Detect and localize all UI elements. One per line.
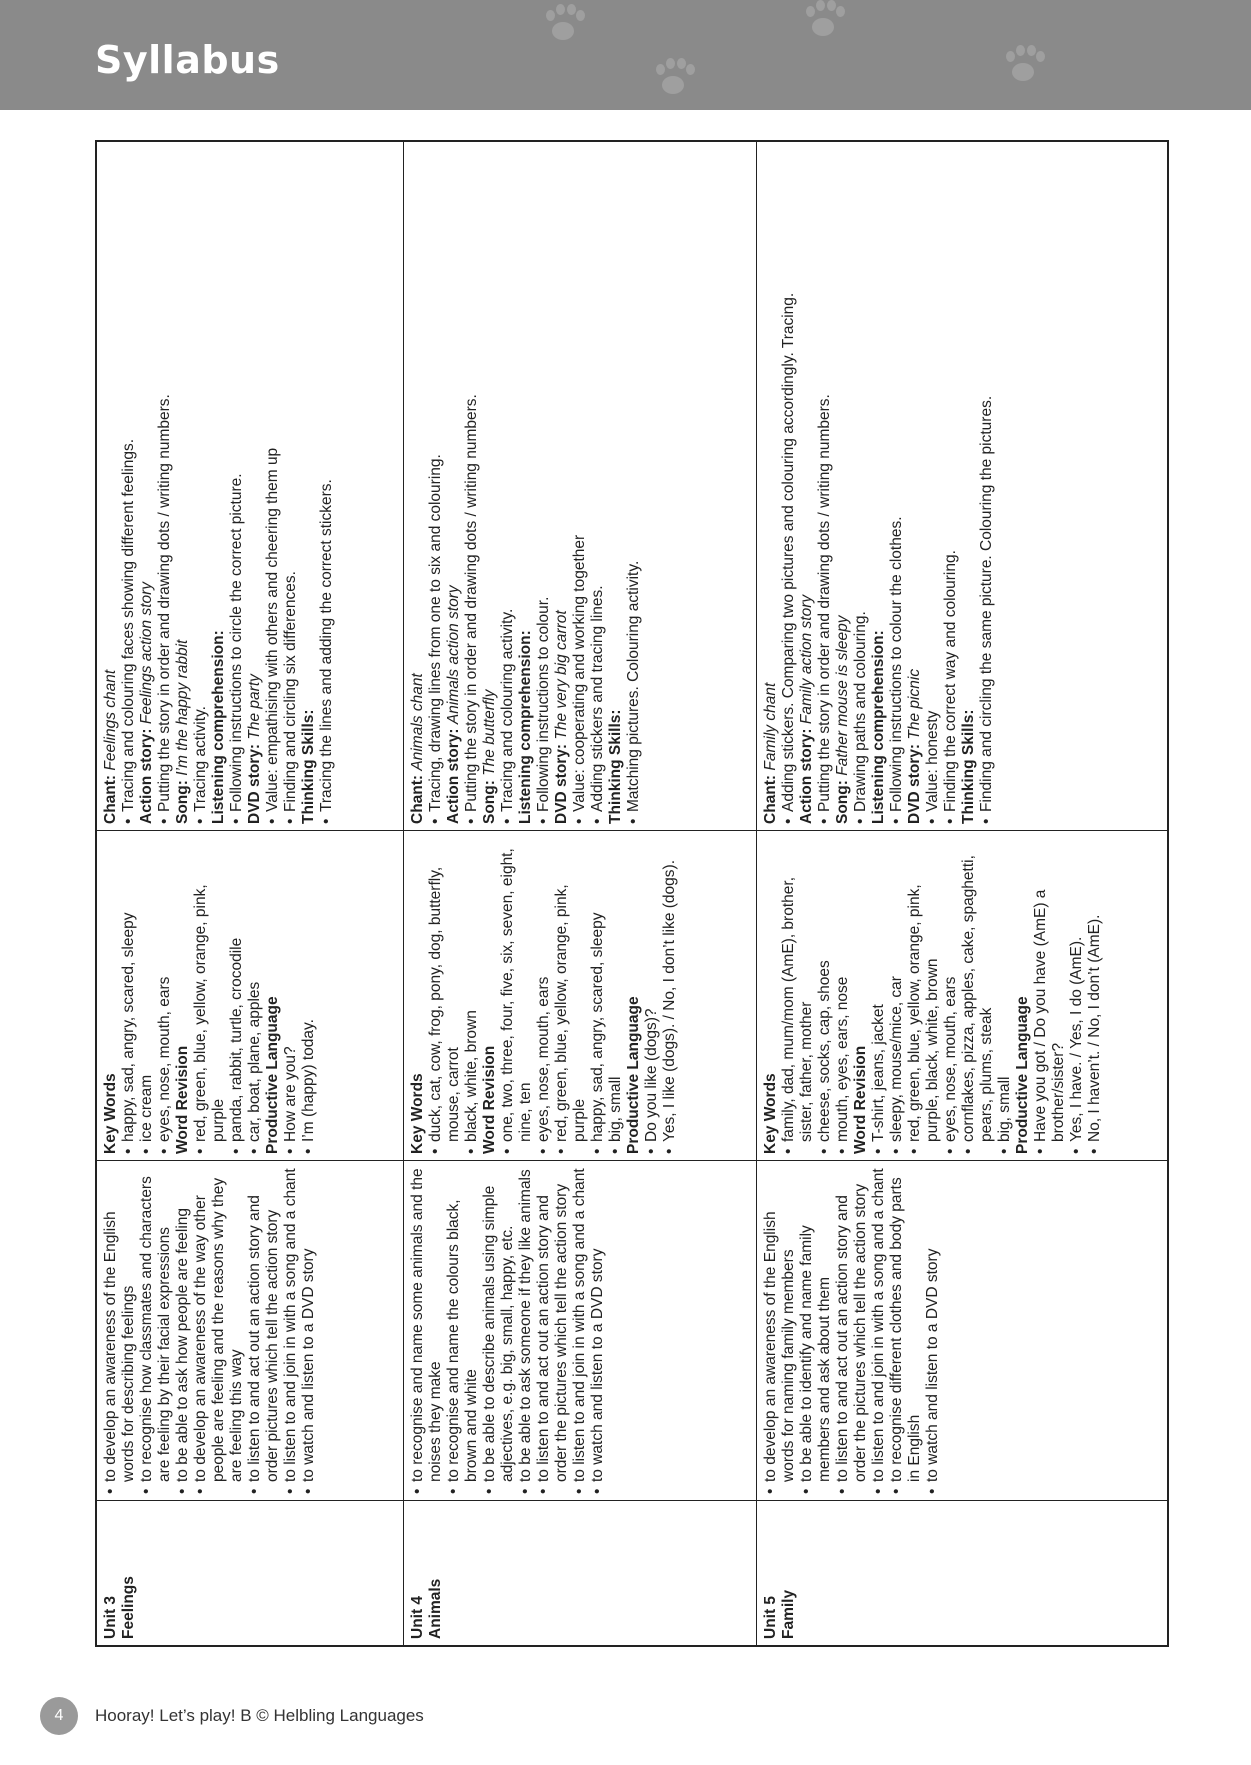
activity-item: • Following instructions to colour the clothes.	[888, 148, 906, 824]
activity-item: • Following instructions to circle the correct picture.	[228, 148, 246, 824]
activity-label: Thinking Skills:	[960, 709, 977, 824]
paw-print-icon	[1000, 45, 1046, 85]
revision-item: • red, green, blue, yellow, orange, pink, purple	[553, 837, 589, 1154]
page-header	[0, 0, 1251, 110]
objective-item: • to be able to ask how people are feeling	[174, 1167, 192, 1494]
activity-label: Listening comprehension:	[870, 630, 887, 824]
productive-item: • I’m (happy) today.	[300, 837, 318, 1154]
activity-title: The party	[246, 674, 263, 740]
productive-item: • Have you got / Do you have (AmE) a brother/sister?	[1032, 837, 1068, 1154]
activity-item: • Adding stickers and tracing lines.	[589, 148, 607, 824]
objective-item: • to be able to ask someone if they like animals	[517, 1167, 535, 1494]
productive-language-heading: Productive Language	[625, 996, 642, 1154]
language-cell	[757, 830, 1167, 1160]
objective-item: • to develop an awareness of the way other people are feeling and the reasons why they are feeling this way	[192, 1167, 246, 1494]
productive-item: • Do you like (dogs)?	[643, 837, 661, 1154]
unit-row	[404, 142, 757, 1645]
key-word-item: • eyes, nose, mouth, ears	[156, 837, 174, 1154]
activity-item: • Finding and circling the same picture. Colouring the pictures.	[978, 148, 996, 824]
activity-title: Father mouse is sleepy	[834, 615, 851, 776]
activity-item: • Finding the correct way and colouring.	[942, 148, 960, 824]
key-word-item: • happy, sad, angry, scared, sleepy	[120, 837, 138, 1154]
objective-item: • to be able to identify and name family members and ask about them	[798, 1167, 834, 1494]
activity-label: Chant:	[409, 774, 426, 824]
activity-label: Chant:	[102, 774, 119, 824]
key-word-item: • black, white, brown	[463, 837, 481, 1154]
activity-title: Family action story	[798, 594, 815, 725]
unit-number: Unit 3	[102, 1595, 119, 1639]
objectives-cell	[404, 1160, 756, 1500]
activities-cell	[757, 142, 1167, 830]
paw-print-icon	[540, 4, 586, 44]
productive-item: • How are you?	[282, 837, 300, 1154]
activity-label: Listening comprehension:	[517, 630, 534, 824]
objective-item: • to listen to and act out an action story and order the pictures which tell the action story	[535, 1167, 571, 1494]
activity-title: Feelings action story	[138, 581, 155, 725]
objective-item: • to develop an awareness of the English words for describing feelings	[102, 1167, 138, 1494]
activity-label: Action story:	[138, 728, 155, 824]
activity-item: • Putting the story in order and drawing dots / writing numbers.	[156, 148, 174, 824]
revision-item: • red, green, blue, yellow, orange, pink, purple, black, white, brown	[906, 837, 942, 1154]
page-title: Syllabus	[95, 38, 280, 82]
activities-cell	[404, 142, 756, 830]
revision-item: • sleepy, mouse/mice, car	[888, 837, 906, 1154]
objective-item: • to listen to and act out an action story and order the pictures which tell the action story	[834, 1167, 870, 1494]
unit-number: Unit 5	[762, 1595, 779, 1639]
objective-item: • to listen to and join in with a song and a chant	[870, 1167, 888, 1494]
activity-title: Feelings chant	[102, 669, 119, 771]
syllabus-table	[95, 140, 1169, 1647]
key-word-item: • ice cream	[138, 837, 156, 1154]
activity-item: • Tracing, drawing lines from one to six and colouring.	[427, 148, 445, 824]
unit-topic: Animals	[427, 1578, 444, 1639]
activity-label: Action story:	[445, 728, 462, 824]
objective-item: • to listen to and join in with a song and a chant	[282, 1167, 300, 1494]
revision-item: • T-shirt, jeans, jacket	[870, 837, 888, 1154]
activity-item: • Tracing activity.	[192, 148, 210, 824]
revision-item: • one, two, three, four, five, six, seven, eight, nine, ten	[499, 837, 535, 1154]
activity-item: • Matching pictures. Colouring activity.	[625, 148, 643, 824]
objective-item: • to recognise how classmates and characters are feeling by their facial expressions	[138, 1167, 174, 1494]
activity-label: Action story:	[798, 728, 815, 824]
objective-item: • to develop an awareness of the English words for naming family members	[762, 1167, 798, 1494]
paw-print-icon	[650, 58, 696, 98]
activity-item: • Value: honesty	[924, 148, 942, 824]
unit-cell	[97, 1500, 403, 1645]
footer-text: Hooray! Let’s play! B © Helbling Languages	[95, 1706, 424, 1725]
key-words-heading: Key Words	[409, 1073, 426, 1154]
revision-item: • car, boat, plane, apples	[246, 837, 264, 1154]
key-word-item: • cheese, socks, cap, shoes	[816, 837, 834, 1154]
activity-label: Thinking Skills:	[300, 709, 317, 824]
activity-item: • Tracing the lines and adding the correct stickers.	[318, 148, 336, 824]
activity-label: DVD story:	[553, 743, 570, 824]
paw-print-icon	[800, 0, 846, 40]
activity-item: • Tracing and colouring activity.	[499, 148, 517, 824]
activity-title: The very big carrot	[553, 610, 570, 740]
unit-cell	[404, 1500, 756, 1645]
activity-label: Song:	[174, 780, 191, 824]
language-cell	[404, 830, 756, 1160]
productive-language-heading: Productive Language	[264, 996, 281, 1154]
activity-label: Song:	[834, 780, 851, 824]
activity-item: • Adding stickers. Comparing two pictures and colouring accordingly. Tracing.	[780, 148, 798, 824]
objective-item: • to watch and listen to a DVD story	[300, 1167, 318, 1494]
activity-label: Song:	[481, 780, 498, 824]
objective-item: • to listen to and act out an action story and order pictures which tell the action story	[246, 1167, 282, 1494]
activity-item: • Putting the story in order and drawing dots / writing numbers.	[463, 148, 481, 824]
activity-item: • Value: empathising with others and cheering them up	[264, 148, 282, 824]
key-words-heading: Key Words	[762, 1073, 779, 1154]
revision-item: • eyes, nose, mouth, ears	[942, 837, 960, 1154]
activity-title: I’m the happy rabbit	[174, 639, 191, 776]
activity-item: • Putting the story in order and drawing dots / writing numbers.	[816, 148, 834, 824]
productive-item: • Yes, I have. / Yes, I do (AmE).	[1068, 837, 1086, 1154]
activity-label: Thinking Skills:	[607, 709, 624, 824]
page-number: 4	[40, 1697, 78, 1735]
objective-item: • to watch and listen to a DVD story	[924, 1167, 942, 1494]
activity-item: • Tracing and colouring faces showing different feelings.	[120, 148, 138, 824]
objective-item: • to be able to describe animals using simple adjectives, e.g. big, small, happy, etc.	[481, 1167, 517, 1494]
revision-item: • happy, sad, angry, scared, sleepy	[589, 837, 607, 1154]
activity-title: Family chant	[762, 682, 779, 771]
productive-item: • No, I haven’t. / No, I don’t (AmE).	[1086, 837, 1104, 1154]
activity-item: • Following instructions to colour.	[535, 148, 553, 824]
activity-item: • Value: cooperating and working together	[571, 148, 589, 824]
objective-item: • to recognise and name the colours black, brown and white	[445, 1167, 481, 1494]
objectives-cell	[757, 1160, 1167, 1500]
productive-item: • Yes, I like (dogs). / No, I don’t like (dogs).	[661, 837, 679, 1154]
unit-number: Unit 4	[409, 1595, 426, 1639]
activity-title: Animals chant	[409, 673, 426, 771]
word-revision-heading: Word Revision	[852, 1045, 869, 1154]
word-revision-heading: Word Revision	[481, 1045, 498, 1154]
unit-topic: Feelings	[120, 1576, 137, 1639]
activity-label: Listening comprehension:	[210, 630, 227, 824]
unit-cell	[757, 1500, 1167, 1645]
activity-label: Chant:	[762, 774, 779, 824]
unit-row	[97, 142, 404, 1645]
objective-item: • to watch and listen to a DVD story	[589, 1167, 607, 1494]
revision-item: • panda, rabbit, turtle, crocodile	[228, 837, 246, 1154]
key-words-heading: Key Words	[102, 1073, 119, 1154]
language-cell	[97, 830, 403, 1160]
objective-item: • to recognise and name some animals and the noises they make	[409, 1167, 445, 1494]
activity-label: DVD story:	[246, 743, 263, 824]
revision-item: • eyes, nose, mouth, ears	[535, 837, 553, 1154]
key-word-item: • duck, cat, cow, frog, pony, dog, butterfly, mouse, carrot	[427, 837, 463, 1154]
activity-title: The picnic	[906, 668, 923, 740]
objectives-cell	[97, 1160, 403, 1500]
unit-topic: Family	[780, 1589, 797, 1639]
activity-title: Animals action story	[445, 585, 462, 725]
revision-item: • big, small	[996, 837, 1014, 1154]
unit-row	[757, 142, 1167, 1645]
revision-item: • big, small	[607, 837, 625, 1154]
revision-item: • red, green, blue, yellow, orange, pink, purple	[192, 837, 228, 1154]
objective-item: • to recognise different clothes and body parts in English	[888, 1167, 924, 1494]
word-revision-heading: Word Revision	[174, 1045, 191, 1154]
activity-item: • Finding and circling six differences.	[282, 148, 300, 824]
activities-cell	[97, 142, 403, 830]
key-word-item: • family, dad, mum/mom (AmE), brother, sister, father, mother	[780, 837, 816, 1154]
key-word-item: • mouth, eyes, ears, nose	[834, 837, 852, 1154]
activity-item: • Drawing paths and colouring.	[852, 148, 870, 824]
activity-label: DVD story:	[906, 743, 923, 824]
activity-title: The butterfly	[481, 689, 498, 776]
productive-language-heading: Productive Language	[1014, 996, 1031, 1154]
revision-item: • cornflakes, pizza, apples, cake, spaghetti, pears, plums, steak	[960, 837, 996, 1154]
objective-item: • to listen to and join in with a song and a chant	[571, 1167, 589, 1494]
